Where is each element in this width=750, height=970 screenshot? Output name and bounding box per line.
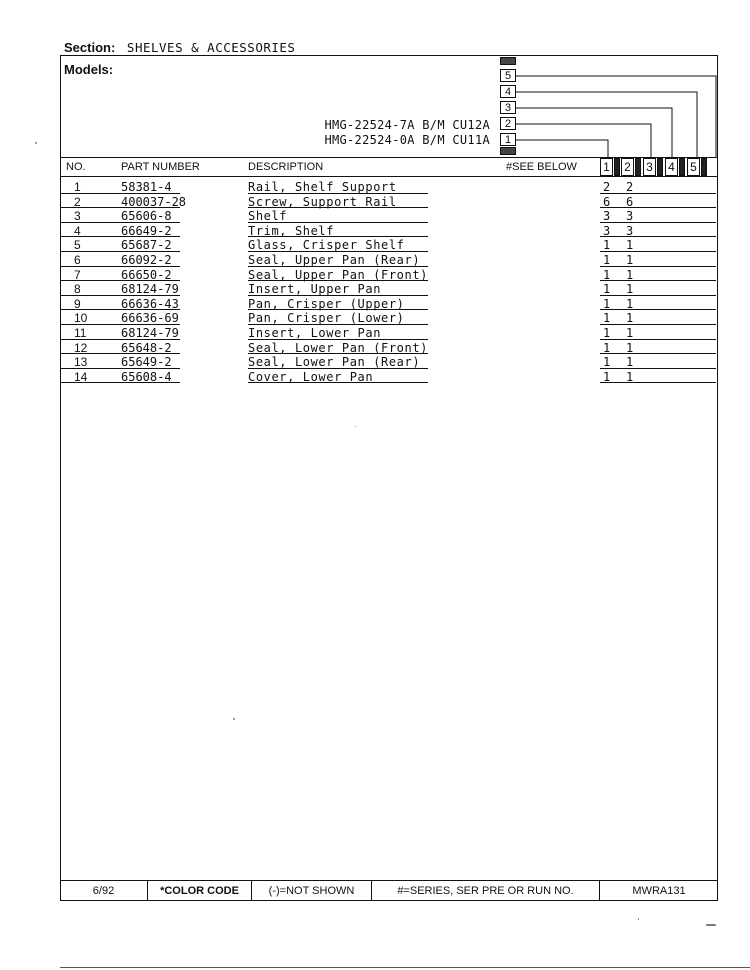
section-value: SHELVES & ACCESSORIES xyxy=(126,40,296,55)
row-qty-col1: 1 xyxy=(603,267,611,282)
row-qty-col2: 2 xyxy=(626,180,634,194)
row-part-number: 65608-4 xyxy=(121,369,172,384)
header-part-number: PART NUMBER xyxy=(121,161,200,173)
row-no: 1 xyxy=(74,180,81,194)
page-bottom-rule xyxy=(60,967,750,968)
row-qty-col1: 1 xyxy=(603,296,611,311)
row-description: Shelf xyxy=(248,209,288,224)
header-col-divider xyxy=(657,158,663,176)
page-footer xyxy=(60,880,718,901)
table-row xyxy=(60,208,718,223)
row-no: 8 xyxy=(74,282,81,297)
header-no: NO. xyxy=(66,161,86,173)
row-part-number: 65606-8 xyxy=(121,209,172,224)
column-bracket-lines xyxy=(0,0,750,180)
table-row xyxy=(60,194,718,209)
row-no: 6 xyxy=(74,252,81,267)
col-stack-2: 2 xyxy=(500,117,516,130)
row-part-number: 65648-2 xyxy=(121,340,172,355)
row-qty-col2: 1 xyxy=(626,252,634,267)
row-qty-col1: 3 xyxy=(603,223,611,238)
footer-series-legend: #=SERIES, SER PRE OR RUN NO. xyxy=(372,881,600,901)
table-row xyxy=(60,325,718,340)
row-part-number: 68124-79 xyxy=(121,325,179,340)
row-qty-col1: 1 xyxy=(603,355,611,370)
header-col-3: 3 xyxy=(643,158,656,176)
row-qty-col2: 3 xyxy=(626,223,634,238)
scan-speck xyxy=(355,426,356,427)
models-label: Models: xyxy=(64,62,114,77)
row-qty-col1: 1 xyxy=(603,325,611,340)
header-col-divider xyxy=(614,158,620,176)
row-description: Glass, Crisper Shelf xyxy=(248,238,405,253)
row-description: Seal, Upper Pan (Rear) xyxy=(248,252,421,267)
row-qty-col2: 1 xyxy=(626,282,634,297)
row-no: 13 xyxy=(74,355,88,370)
model-line-1: HMG-22524-0A B/M CU11A xyxy=(324,133,490,147)
row-part-number: 65687-2 xyxy=(121,238,172,253)
row-no: 3 xyxy=(74,209,81,224)
row-no: 11 xyxy=(74,325,87,340)
row-part-number: 400037-28 xyxy=(121,194,187,209)
scan-speck xyxy=(706,924,716,926)
header-col-5: 5 xyxy=(687,158,700,176)
table-row xyxy=(60,267,718,282)
footer-not-shown: (-)=NOT SHOWN xyxy=(252,881,372,901)
row-qty-col2: 1 xyxy=(626,311,634,326)
row-qty-col2: 1 xyxy=(626,340,634,355)
row-description: Seal, Lower Pan (Front) xyxy=(248,340,428,355)
header-see-below: #SEE BELOW xyxy=(506,161,577,173)
row-qty-col1: 1 xyxy=(603,252,611,267)
table-row xyxy=(60,369,718,384)
table-row xyxy=(60,340,718,355)
table-row xyxy=(60,310,718,325)
row-description: Trim, Shelf xyxy=(248,223,335,238)
row-description: Insert, Lower Pan xyxy=(248,325,382,340)
scan-speck xyxy=(638,918,639,920)
row-part-number: 58381-4 xyxy=(121,180,172,194)
row-no: 2 xyxy=(74,194,81,209)
col-stack-5: 5 xyxy=(500,69,516,82)
row-qty-col1: 1 xyxy=(603,369,611,384)
row-description: Cover, Lower Pan xyxy=(248,369,374,384)
row-qty-col1: 6 xyxy=(603,194,611,209)
col-stack-3: 3 xyxy=(500,101,516,114)
row-qty-col1: 1 xyxy=(603,238,611,253)
row-no: 4 xyxy=(74,223,81,238)
header-col-4: 4 xyxy=(665,158,678,176)
section-label: Section: xyxy=(64,40,116,55)
row-description: Screw, Support Rail xyxy=(248,194,397,209)
row-no: 7 xyxy=(74,267,81,282)
footer-doc-id: MWRA131 xyxy=(632,885,686,897)
header-col-2: 2 xyxy=(621,158,634,176)
table-row xyxy=(60,179,718,194)
row-qty-col2: 1 xyxy=(626,238,634,253)
row-description: Pan, Crisper (Lower) xyxy=(248,311,405,326)
table-row xyxy=(60,237,718,252)
row-qty-col2: 6 xyxy=(626,194,634,209)
row-part-number: 66649-2 xyxy=(121,223,172,238)
row-qty-col1: 3 xyxy=(603,209,611,224)
row-qty-col2: 1 xyxy=(626,267,634,282)
row-qty-col1: 1 xyxy=(603,340,611,355)
row-qty-col2: 1 xyxy=(626,296,634,311)
col-stack-1: 1 xyxy=(500,133,516,146)
row-part-number: 66636-43 xyxy=(121,296,179,311)
table-row xyxy=(60,223,718,238)
row-part-number: 68124-79 xyxy=(121,282,179,297)
row-qty-col2: 1 xyxy=(626,355,634,370)
col-stack-4: 4 xyxy=(500,85,516,98)
row-no: 14 xyxy=(74,369,88,384)
row-no: 12 xyxy=(74,340,88,355)
row-description: Seal, Upper Pan (Front) xyxy=(248,267,428,282)
row-part-number: 65649-2 xyxy=(121,355,172,370)
row-part-number: 66650-2 xyxy=(121,267,172,282)
footer-color-code: *COLOR CODE xyxy=(148,881,252,901)
header-col-divider xyxy=(701,158,707,176)
table-row xyxy=(60,252,718,267)
parts-table-body xyxy=(60,179,718,383)
row-part-number: 66636-69 xyxy=(121,311,179,326)
header-description: DESCRIPTION xyxy=(248,161,324,173)
row-no: 10 xyxy=(74,311,88,326)
row-description: Pan, Crisper (Upper) xyxy=(248,296,405,311)
row-qty-col1: 2 xyxy=(603,180,611,194)
row-no: 9 xyxy=(74,296,81,311)
row-qty-col2: 1 xyxy=(626,369,634,384)
header-col-divider xyxy=(679,158,685,176)
table-row xyxy=(60,281,718,296)
row-qty-col2: 3 xyxy=(626,209,634,224)
row-description: Seal, Lower Pan (Rear) xyxy=(248,355,421,370)
row-description: Rail, Shelf Support xyxy=(248,180,397,194)
table-row xyxy=(60,354,718,369)
row-qty-col1: 1 xyxy=(603,282,611,297)
row-part-number: 66092-2 xyxy=(121,252,172,267)
header-col-divider xyxy=(635,158,641,176)
row-description: Insert, Upper Pan xyxy=(248,282,382,297)
table-row xyxy=(60,296,718,311)
footer-date: 6/92 xyxy=(60,881,148,901)
row-no: 5 xyxy=(74,238,81,253)
scan-speck xyxy=(35,142,37,144)
row-qty-col2: 1 xyxy=(626,325,634,340)
scan-speck xyxy=(233,718,235,720)
header-col-1: 1 xyxy=(600,158,613,176)
model-line-2: HMG-22524-7A B/M CU12A xyxy=(324,118,490,132)
row-qty-col1: 1 xyxy=(603,311,611,326)
